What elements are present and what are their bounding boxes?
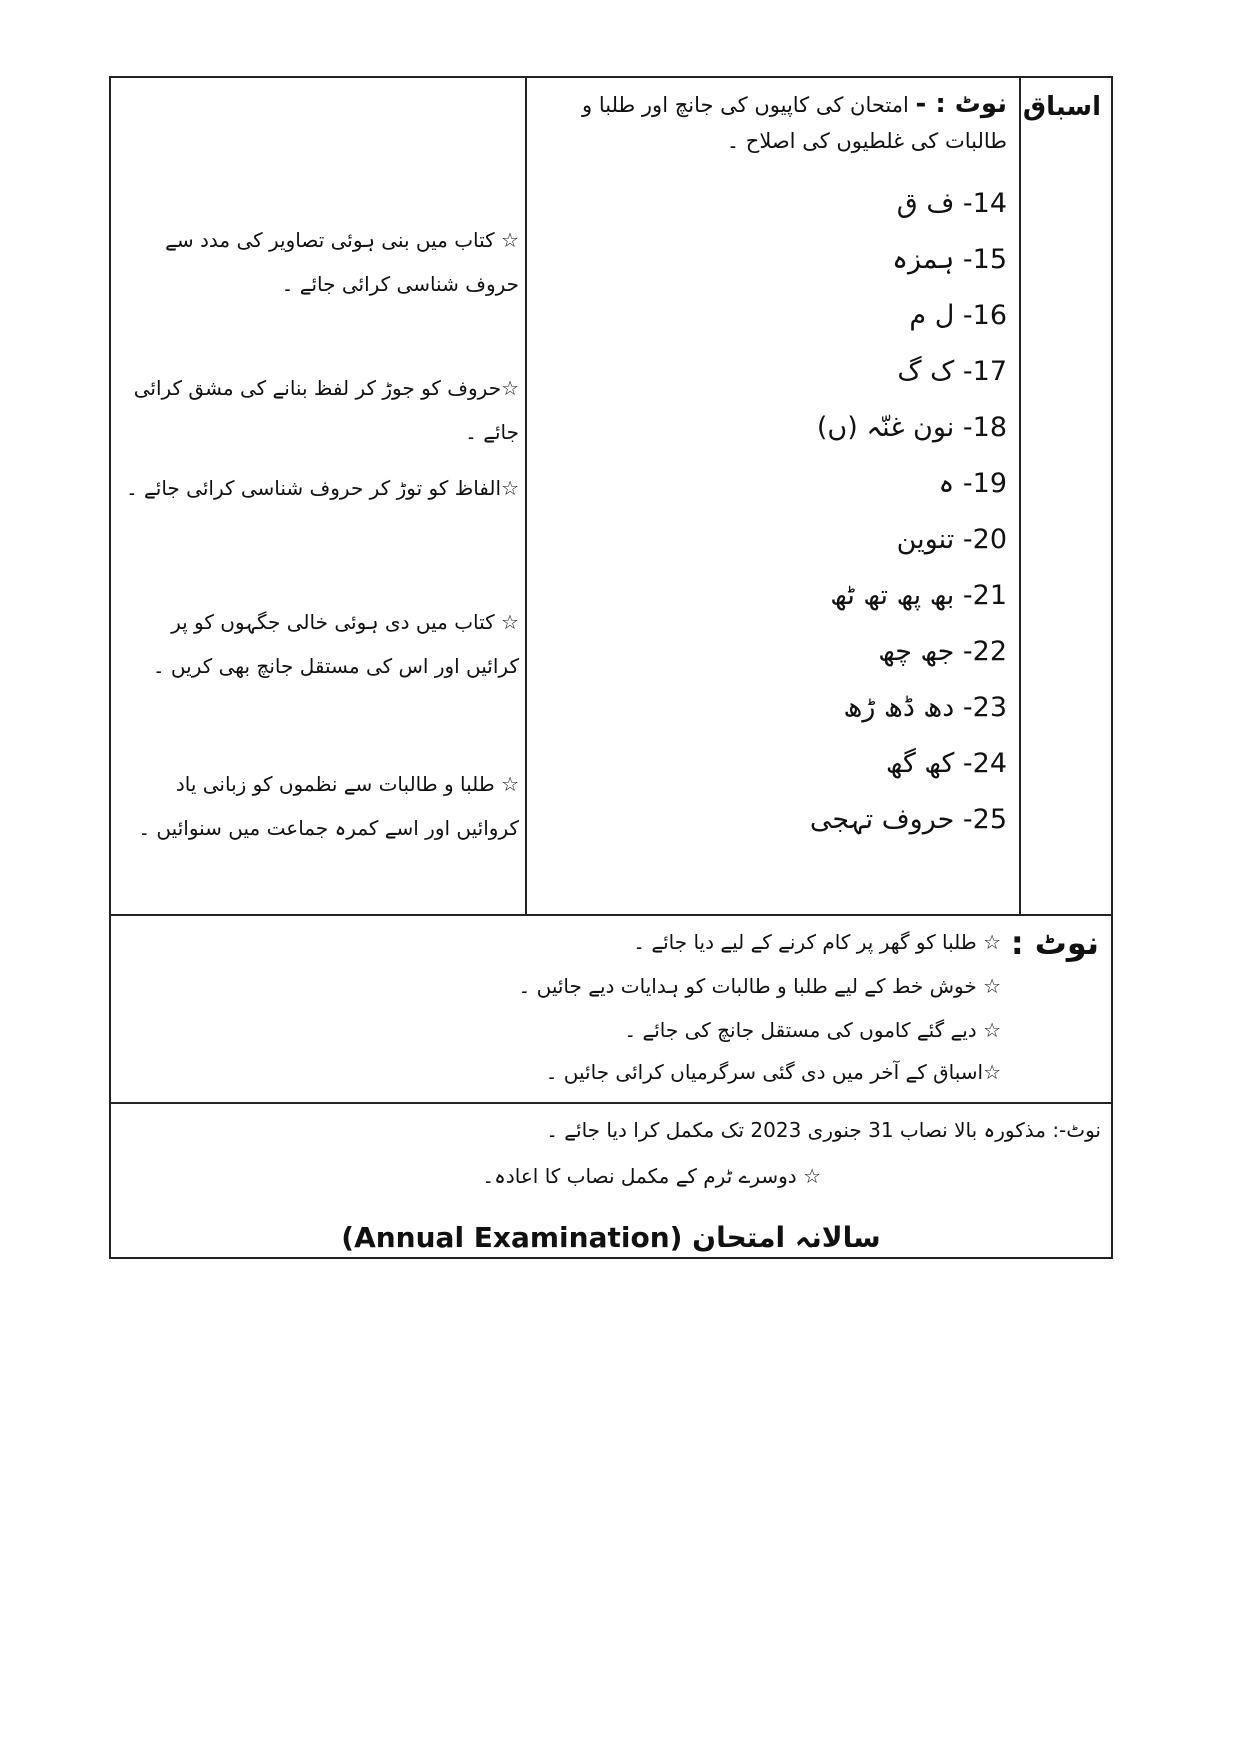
lesson-item: 14- ف ق bbox=[896, 188, 1007, 219]
label-cell bbox=[1019, 78, 1111, 914]
lesson-item: 25- حروف تہجی bbox=[809, 804, 1007, 835]
lesson-item: 20- تنوین bbox=[896, 524, 1007, 555]
lesson-item: 22- جھ چھ bbox=[878, 636, 1007, 667]
activity-item: ☆ طلبا و طالبات سے نظموں کو زبانی یاد کروائیں اور اسے کمرہ جماعت میں سنوائیں ۔ bbox=[138, 772, 519, 840]
activity-item: ☆حروف کو جوڑ کر لفظ بنانے کی مشق کرائی جائے ۔ bbox=[133, 376, 519, 444]
revision-note: ☆ دوسرے ٹرم کے مکمل نصاب کا اعادہ۔ bbox=[482, 1164, 821, 1188]
exam-note-text: امتحان کی کاپیوں کی جانچ اور طلبا و طالبات کی غلطیوں کی اصلاح ۔ bbox=[582, 93, 1007, 153]
syllabus-table bbox=[109, 76, 1113, 1259]
activity-item: ☆الفاظ کو توڑ کر حروف شناسی کرائی جائے ۔ bbox=[125, 476, 519, 500]
exam-note bbox=[537, 86, 1007, 159]
lesson-item: 23- دھ ڈھ ڑھ bbox=[843, 692, 1007, 723]
note-item: ☆ طلبا کو گھر پر کام کرنے کے لیے دیا جائے ۔ bbox=[633, 930, 1001, 954]
activities-cell bbox=[111, 78, 529, 914]
activity-item: ☆ کتاب میں دی ہوئی خالی جگہوں کو پر کرائیں اور اس کی مستقل جانچ بھی کریں ۔ bbox=[152, 610, 519, 678]
activity-item: ☆ کتاب میں بنی ہوئی تصاویر کی مدد سے حروف شناسی کرائی جائے ۔ bbox=[165, 228, 519, 296]
lesson-item: 21- بھ پھ تھ ٹھ bbox=[830, 580, 1007, 611]
notes-row bbox=[111, 916, 1111, 1104]
lesson-item: 18- نون غنّہ (ں) bbox=[816, 412, 1007, 443]
lesson-item: 17- ک گ bbox=[897, 356, 1007, 387]
lessons-row bbox=[111, 78, 1111, 916]
annual-exam-text: سالانہ امتحان (Annual Examination) bbox=[341, 1221, 881, 1254]
lesson-item: 16- ل م bbox=[909, 300, 1007, 331]
deadline-row bbox=[111, 1104, 1111, 1259]
annual-exam-heading bbox=[111, 1221, 1111, 1254]
deadline-note: نوٹ-: مذکورہ بالا نصاب 31 جنوری 2023 تک مکمل کرا دیا جائے ۔ bbox=[546, 1118, 1101, 1142]
lesson-item: 15- ہمزہ bbox=[892, 244, 1007, 275]
note-item: ☆اسباق کے آخر میں دی گئی سرگرمیاں کرائی جائیں ۔ bbox=[545, 1060, 1001, 1084]
exam-note-label: نوٹ : - bbox=[915, 89, 1007, 119]
lessons-cell bbox=[525, 78, 1019, 914]
note-item: ☆ دیے گئے کاموں کی مستقل جانچ کی جائے ۔ bbox=[624, 1018, 1001, 1042]
lesson-item: 24- کھ گھ bbox=[885, 748, 1007, 779]
note-item: ☆ خوش خط کے لیے طلبا و طالبات کو ہدایات دیے جائیں ۔ bbox=[518, 974, 1001, 998]
lesson-item: 19- ہ bbox=[938, 468, 1007, 499]
lessons-label: اسباق bbox=[1022, 92, 1101, 122]
notes-label: نوٹ : bbox=[1010, 924, 1099, 962]
